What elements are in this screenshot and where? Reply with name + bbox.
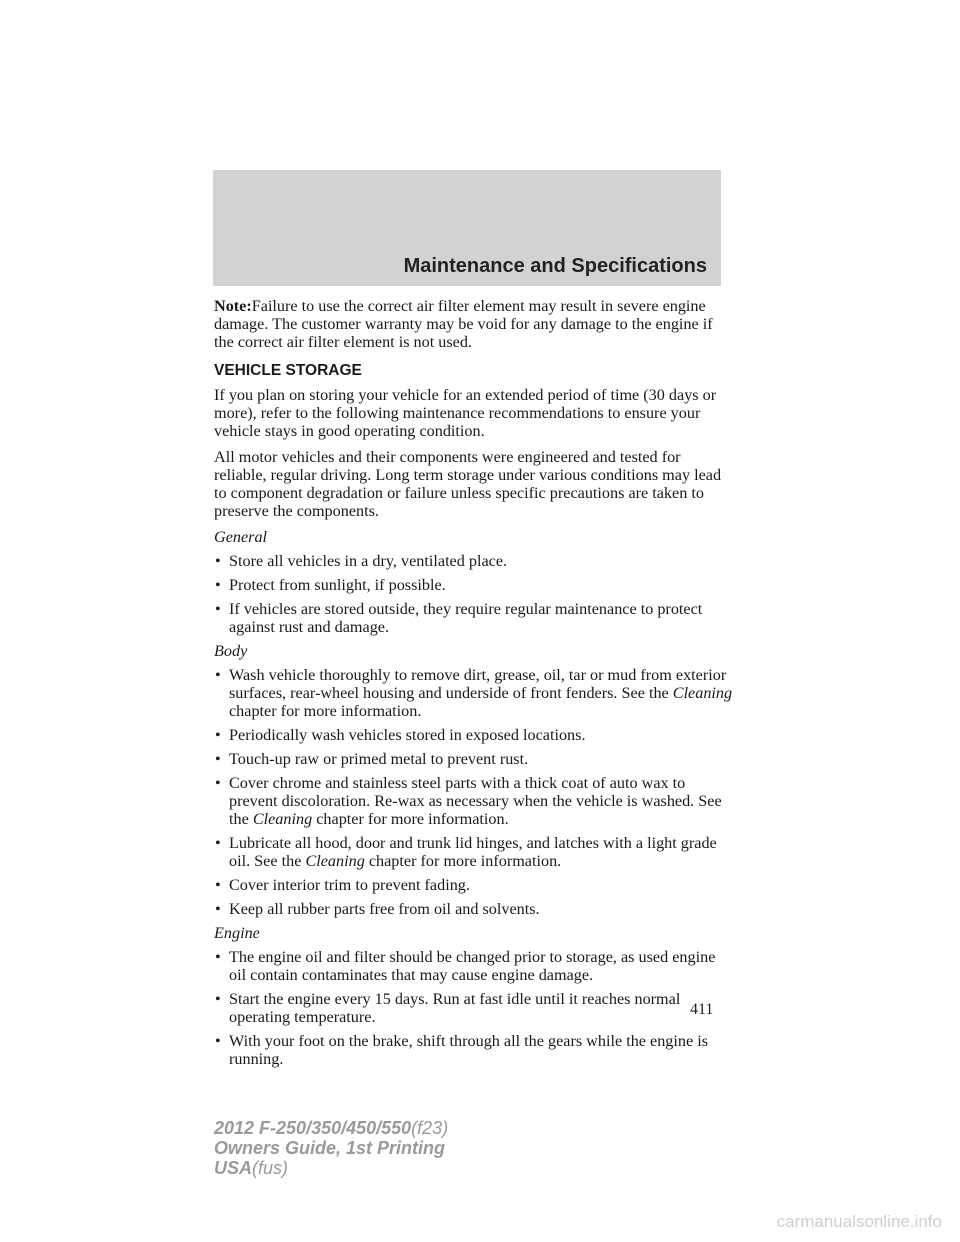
note-paragraph (214, 297, 734, 351)
engine-heading: Engine (214, 924, 260, 942)
general-list (214, 552, 734, 636)
engine-list (214, 948, 734, 1068)
watermark: carmanualsonline.info (776, 1212, 942, 1231)
header-band (213, 170, 721, 286)
note-lead: Note: (214, 297, 252, 315)
content (214, 297, 734, 1074)
list-item: • Lubricate all hood, door and trunk lid hinges, and latches with a light grade oil. See the Cleaning chapter for more information. (214, 834, 734, 870)
footer-line-3: USA(fus) (214, 1158, 289, 1178)
list-item: • The engine oil and filter should be changed prior to storage, as used engine oil contain contaminates that may cause engine damage. (214, 948, 734, 984)
list-item: • With your foot on the brake, shift through all the gears while the engine is running. (214, 1032, 734, 1068)
footer-line-2: Owners Guide, 1st Printing (214, 1138, 446, 1158)
intro-paragraph-2: All motor vehicles and their components were engineered and tested for reliable, regular driving. Long term storage under various conditions may lead to component degradation or failure unless specific precautions are taken to preserve the components. (214, 448, 722, 520)
list-item: • If vehicles are stored outside, they require regular maintenance to protect against rust and damage. (214, 600, 734, 636)
list-item: • Touch-up raw or primed metal to prevent rust. (214, 750, 734, 768)
cleaning-reference: Cleaning (672, 684, 733, 702)
page-number: 411 (690, 1001, 714, 1018)
page-title: Maintenance and Specifications (403, 255, 707, 277)
section-heading: VEHICLE STORAGE (214, 362, 362, 379)
list-item: • Start the engine every 15 days. Run at fast idle until it reaches normal operating temperature. (214, 990, 734, 1026)
footer-line-1: 2012 F-250/350/450/550(f23) (214, 1118, 449, 1138)
cleaning-reference: Cleaning (252, 810, 313, 828)
intro-paragraph-1: If you plan on storing your vehicle for an extended period of time (30 days or more), refer to the following maintenance recommendations to ensure your vehicle stays in good operating condition. (214, 386, 717, 440)
footer (214, 1118, 448, 1178)
note-text: Failure to use the correct air filter element may result in severe engine damage. The customer warranty may be void for any damage to the engine if the correct air filter element is not used. (214, 297, 713, 351)
general-heading: General (214, 528, 268, 546)
list-item: • Periodically wash vehicles stored in exposed locations. (214, 726, 734, 744)
body-list (214, 666, 734, 918)
cleaning-reference: Cleaning (305, 852, 365, 870)
list-item: • Wash vehicle thoroughly to remove dirt, grease, oil, tar or mud from exterior surfaces, rear-wheel housing and underside of front fenders. See the Cleaning chapter for more information. (214, 666, 734, 720)
body-heading: Body (214, 642, 248, 660)
list-item: • Protect from sunlight, if possible. (214, 576, 734, 594)
list-item: • Cover interior trim to prevent fading. (214, 876, 734, 894)
list-item: • Keep all rubber parts free from oil and solvents. (214, 900, 734, 918)
list-item: • Cover chrome and stainless steel parts with a thick coat of auto wax to prevent discoloration. Re-wax as necessary when the vehicle is washed. See the Cleaning chapter for more information. (214, 774, 734, 828)
list-item: • Store all vehicles in a dry, ventilated place. (214, 552, 734, 570)
